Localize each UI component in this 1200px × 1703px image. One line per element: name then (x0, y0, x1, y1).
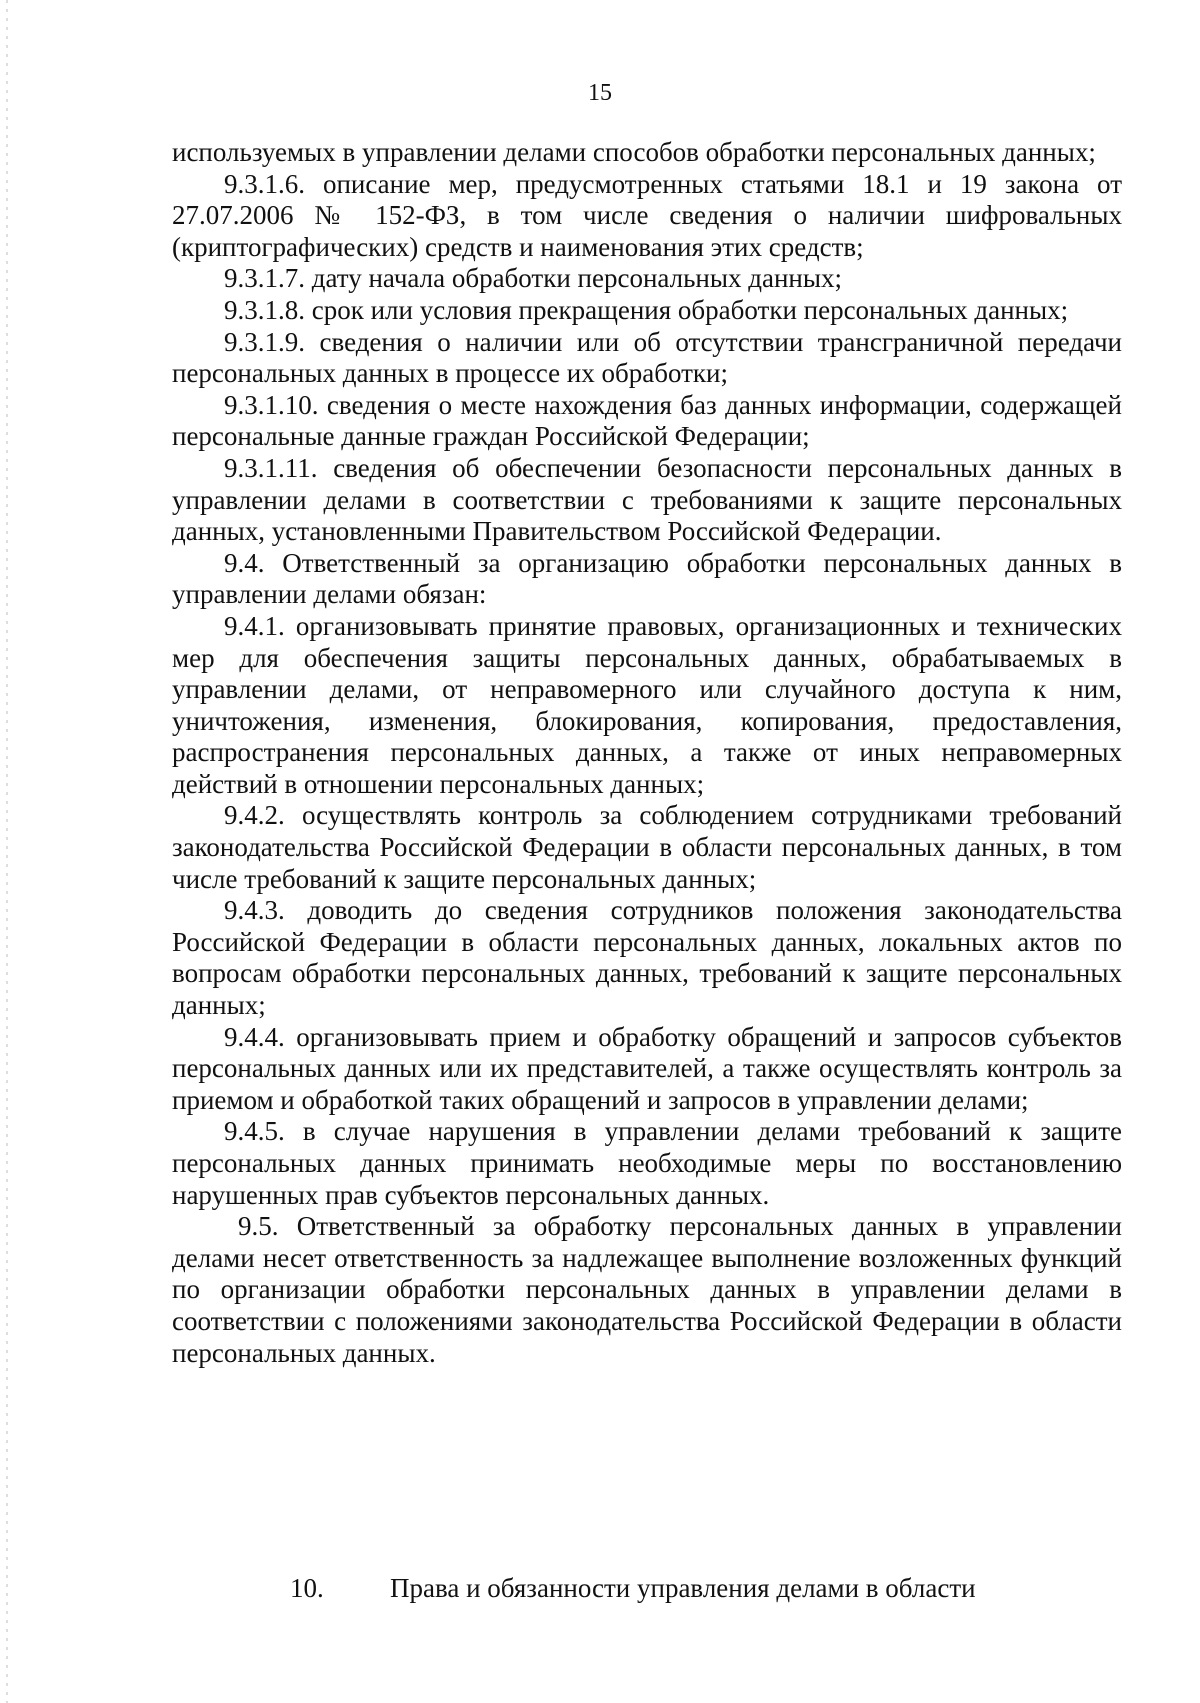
page-number: 15 (588, 80, 612, 106)
paragraph-9-3-1-7: 9.3.1.7. дату начала обработки персональных данных; (224, 263, 843, 294)
paragraph-9-3-1-6: 9.3.1.6. описание мер, предусмотренных статьями 18.1 и 19 закона от 27.07.2006 № 152-ФЗ, в том числе сведения о наличии шифровальных (криптографических) средств и наименования этих средств; (172, 168, 1122, 262)
scan-edge-artifact (6, 0, 8, 1703)
paragraph-9-4-2: 9.4.2. осуществлять контроль за соблюдением сотрудниками требований законодательства Российской Федерации в области персональных данных, в том числе требований к защите персональных данных; (172, 800, 1122, 894)
paragraph-9-5: 9.5. Ответственный за обработку персональных данных в управлении делами несет ответственность за надлежащее выполнение возложенных функций по организации обработки персональных данных в управлении делами в соответствии с положениями законодательства Российской Федерации в области персональных данных. (172, 1211, 1122, 1368)
paragraph-9-3-1-9: 9.3.1.9. сведения о наличии или об отсутствии трансграничной передачи персональных данных в процессе их обработки; (172, 326, 1122, 389)
paragraph-9-4-4: 9.4.4. организовывать прием и обработку обращений и запросов субъектов персональных данных или их представителей, а также осуществлять контроль за приемом и обработкой таких обращений и запросов в управлении делами; (172, 1021, 1122, 1115)
section-heading (290, 1572, 1090, 1604)
paragraph-9-3-1-11: 9.3.1.11. сведения об обеспечении безопасности персональных данных в управлении делами в соответствии с требованиями к защите персональных данных, установленными Правительством Российской Федерации. (172, 452, 1122, 547)
paragraph-9-4-1: 9.4.1. организовывать принятие правовых, организационных и технических мер для обеспечения защиты персональных данных, обрабатываемых в управлении делами, от неправомерного или случайного доступа к ним, уничтожения, изменения, блокирования, копирования, предоставления, распространения персональных данных, а также от иных неправомерных действий в отношении персональных данных; (172, 610, 1122, 799)
paragraph-9-4-3: 9.4.3. доводить до сведения сотрудников положения законодательства Российской Федерации в области персональных данных, локальных актов по вопросам обработки персональных данных, требований к защите персональных данных; (172, 895, 1122, 1021)
document-body (172, 137, 1122, 1369)
section-number: 10. (290, 1573, 324, 1603)
paragraph-9-4-5: 9.4.5. в случае нарушения в управлении делами требований к защите персональных данных принимать необходимые меры по восстановлению нарушенных прав субъектов персональных данных. (172, 1116, 1122, 1210)
section-title: Права и обязанности управления делами в области (390, 1573, 976, 1603)
paragraph-9-3-1-10: 9.3.1.10. сведения о месте нахождения баз данных информации, содержащей персональные данные граждан Российской Федерации; (172, 389, 1122, 452)
paragraph-continuation: используемых в управлении делами способов обработки персональных данных; (172, 137, 1096, 167)
paragraph-9-4: 9.4. Ответственный за организацию обработки персональных данных в управлении делами обязан: (172, 547, 1122, 610)
paragraph-9-3-1-8: 9.3.1.8. срок или условия прекращения обработки персональных данных; (224, 294, 1069, 325)
